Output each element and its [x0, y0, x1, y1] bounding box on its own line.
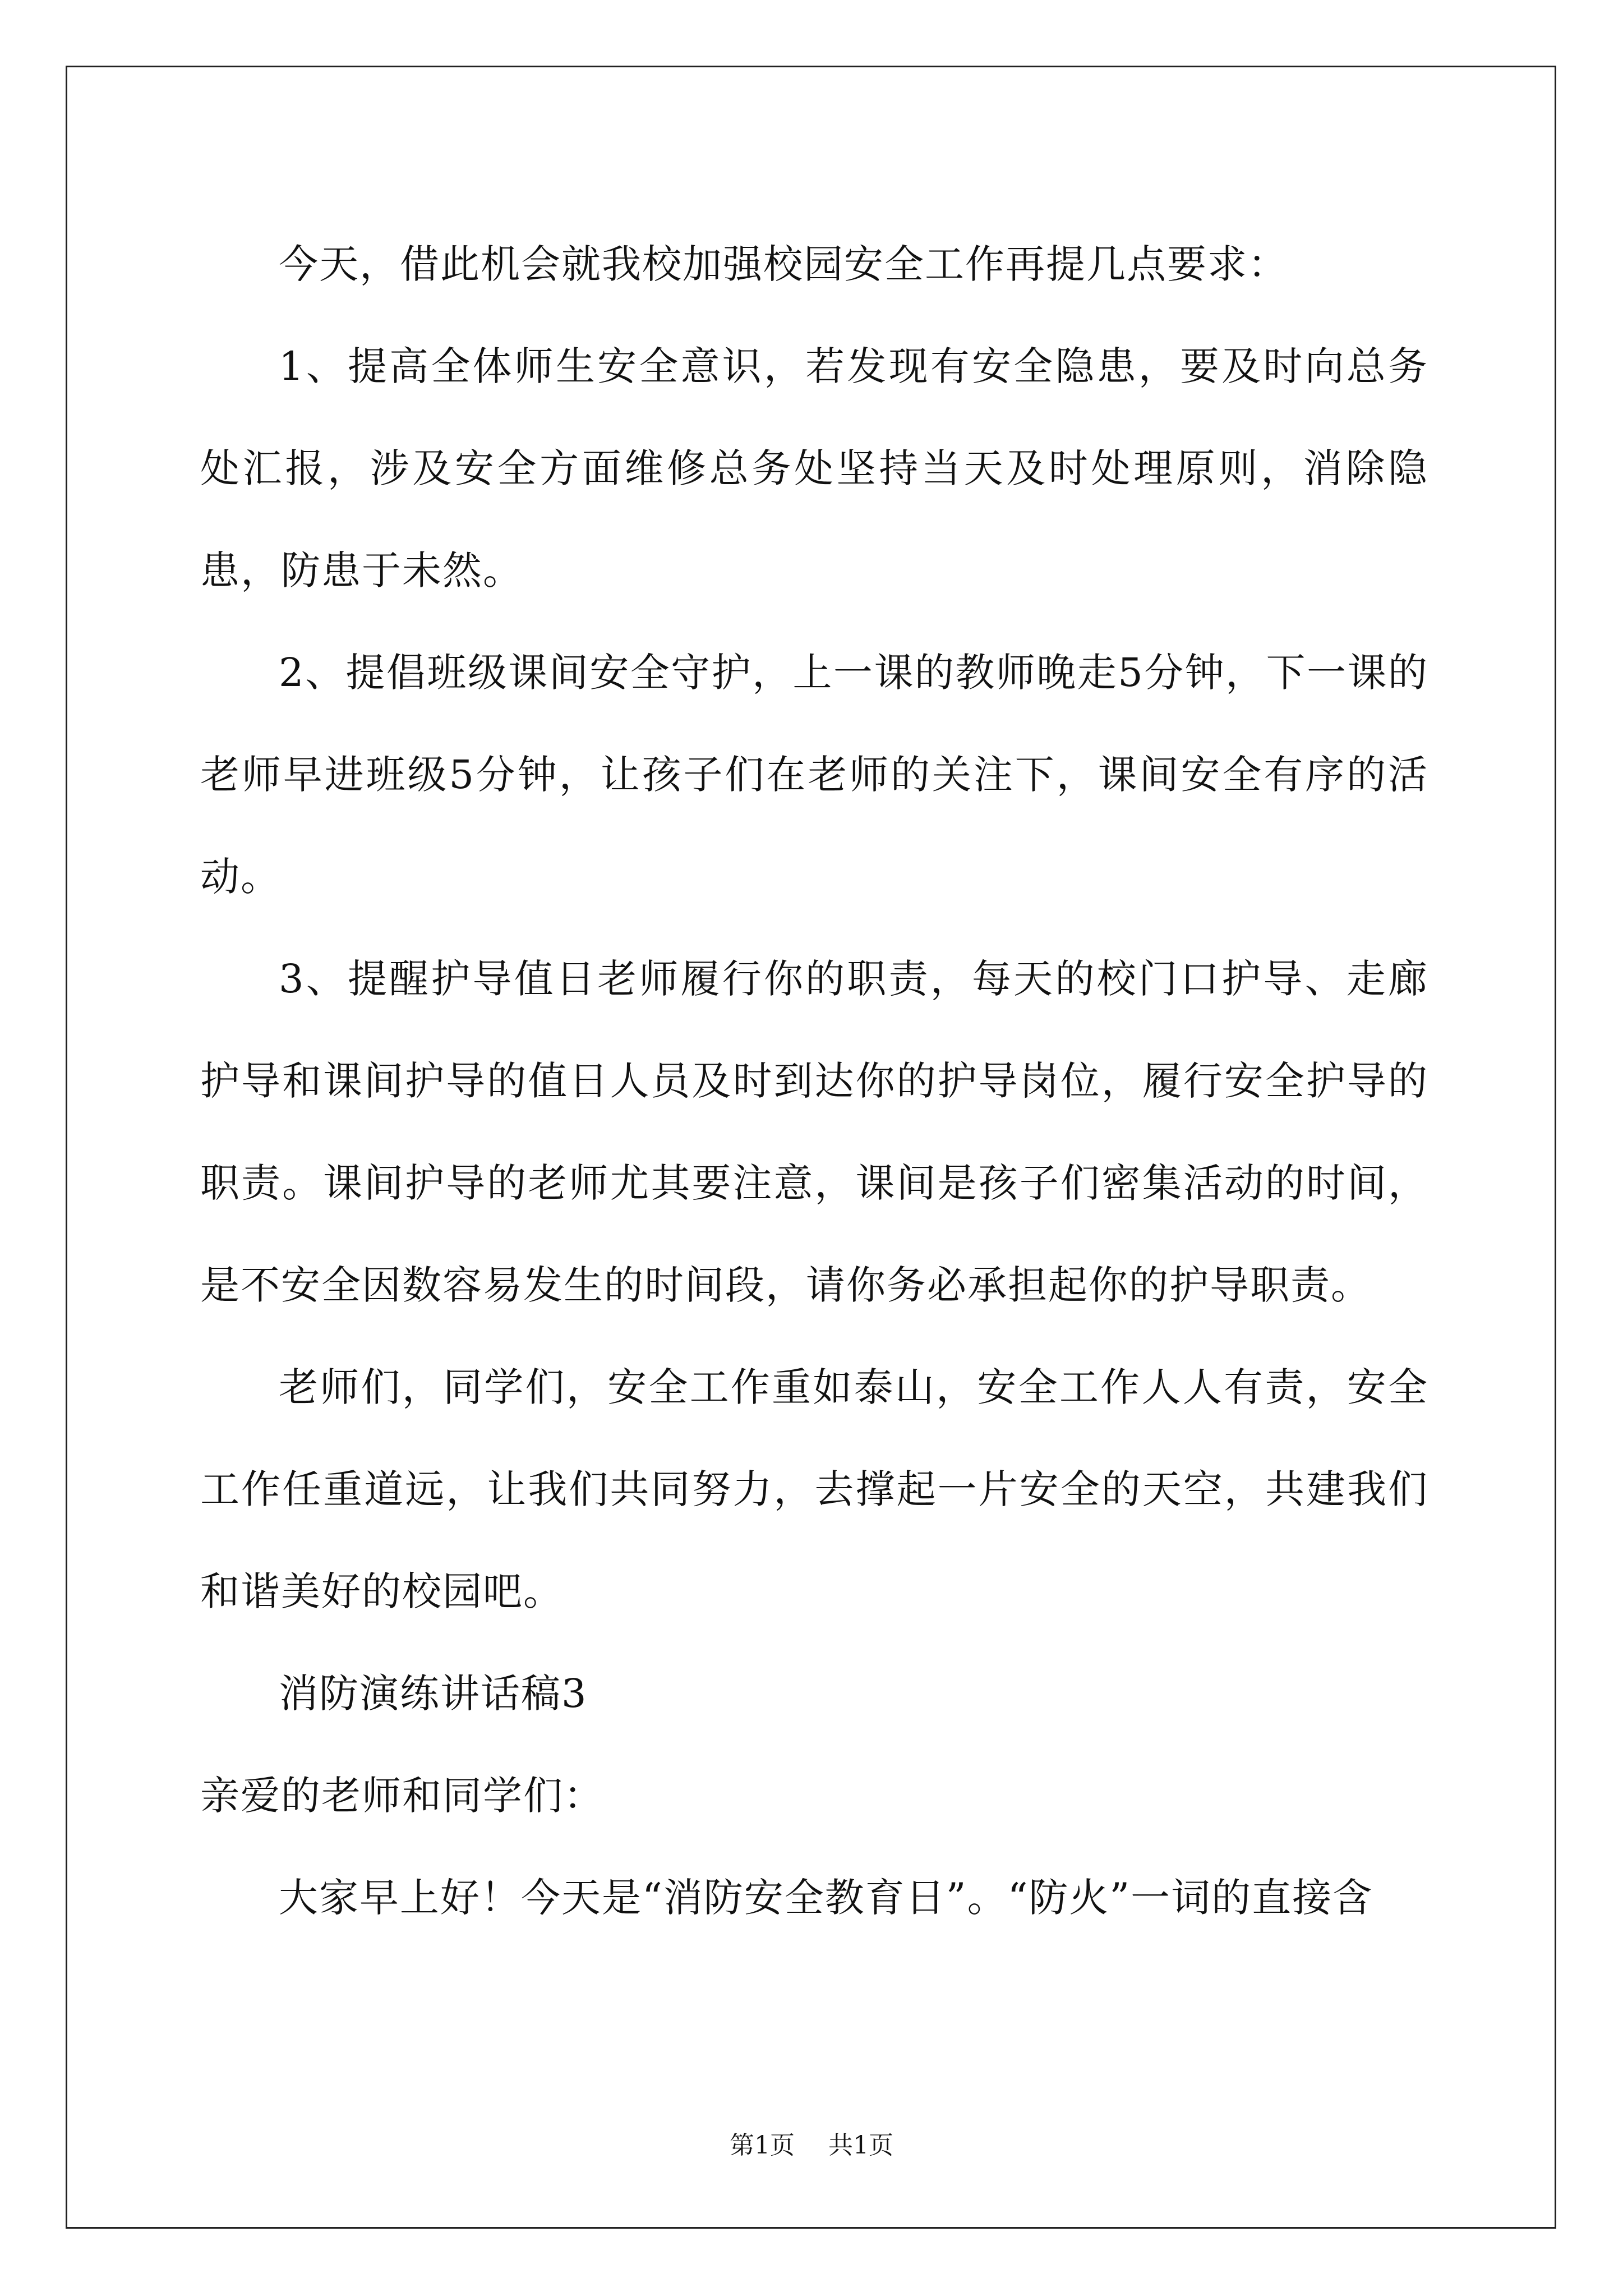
page-number-total: 共1页: [828, 2131, 893, 2160]
paragraph-item-2: 2、提倡班级课间安全守护，上一课的教师晚走5分钟，下一课的老师早进班级5分钟，让孩子们在老师的关注下，课间安全有序的活动。: [200, 650, 1428, 900]
page-number-current: 第1页: [730, 2131, 795, 2160]
document-body: [200, 213, 1428, 1949]
section-heading: 消防演练讲话稿3: [279, 1671, 588, 1717]
paragraph-item-1: 1、提高全体师生安全意识，若发现有安全隐患，要及时向总务处汇报，涉及安全方面维修总务处坚持当天及时处理原则，消除隐患，防患于未然。: [200, 343, 1428, 593]
paragraph-intro: 今天，借此机会就我校加强校园安全工作再提几点要求：: [279, 241, 1288, 287]
paragraph-opening: 大家早上好！今天是“消防安全教育日”。“防火”一词的直接含: [279, 1875, 1373, 1921]
salutation: 亲爱的老师和同学们：: [200, 1773, 604, 1819]
page-footer: [0, 2129, 1623, 2162]
paragraph-item-3: 3、提醒护导值日老师履行你的职责，每天的校门口护导、走廊护导和课间护导的值日人员及时到达你的护导岗位，履行安全护导的职责。课间护导的老师尤其要注意，课间是孩子们密集活动的时间，是不安全因数容易发生的时间段，请你务必承担起你的护导职责。: [200, 956, 1428, 1308]
paragraph-closing: 老师们，同学们，安全工作重如泰山，安全工作人人有责，安全工作任重道远，让我们共同努力，去撑起一片安全的天空，共建我们和谐美好的校园吧。: [200, 1364, 1428, 1614]
